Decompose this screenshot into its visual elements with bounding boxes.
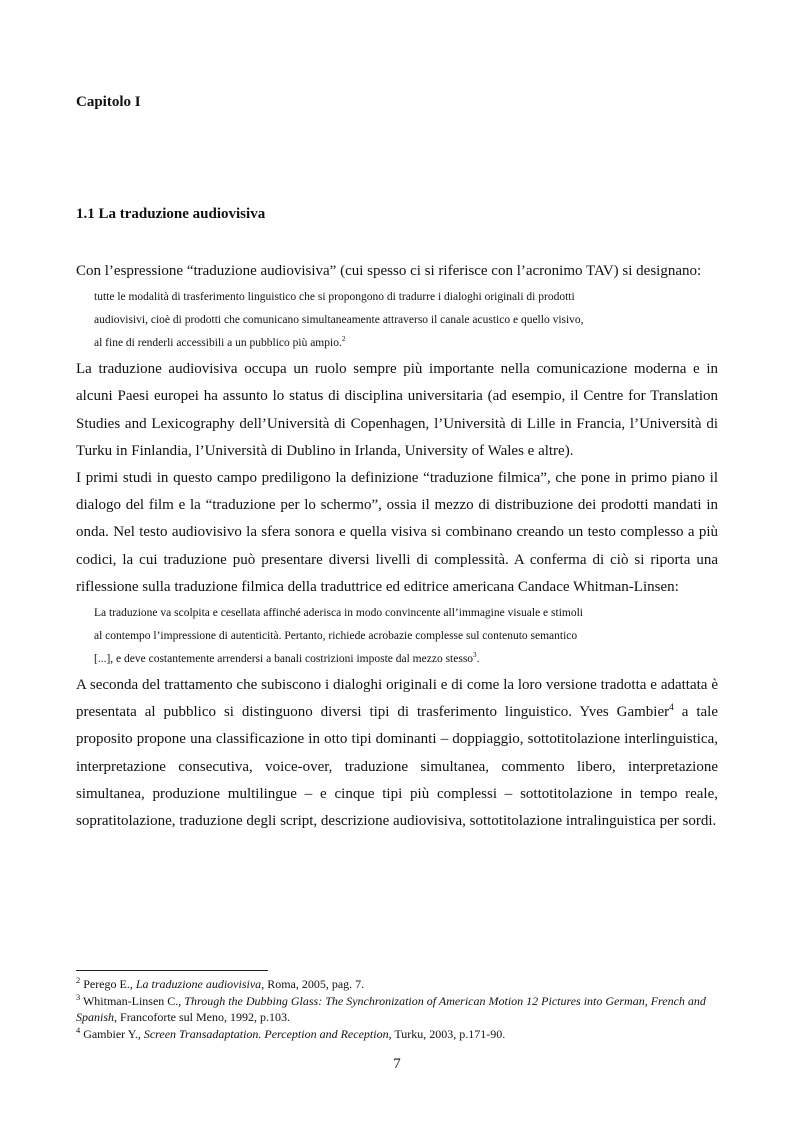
footnote-4: $^4$ Gambier Y., Screen Transadaptation. Perception and Reception, Turku, 2003, p.171-90.	[76, 1025, 506, 1041]
quote-line-last: [...], e deve costantemente arrendersi a banali costrizioni imposte dal mezzo stesso$^3$.	[94, 651, 480, 666]
quote-line: al contempo l’impressione di autenticità. Pertanto, richiede acrobazie complesse sul contenuto semantico	[94, 630, 578, 643]
footnote-separator	[76, 970, 268, 971]
footnotes	[76, 976, 726, 1042]
section-title: 1.1 La traduzione audiovisiva	[76, 206, 266, 222]
footnote-2: $^2$ Perego E., La traduzione audiovisiva, Roma, 2005, pag. 7.	[76, 976, 365, 991]
quote-line: La traduzione va scolpita e cesellata affinché aderisca in modo convincente all’immagine visuale e stimoli	[94, 607, 583, 620]
paragraph-2: La traduzione audiovisiva occupa un ruolo sempre più importante nella comunicazione moderna e in alcuni Paesi europei ha assunto lo status di disciplina universitaria (ad esempio, il Centre for Translation Studies and Lexicography dell’Università di Copenhagen, l’Università di Lille in Francia, l’Università di Turku in Finlandia, l’Università di Dublino in Irlanda, University of Wales e altre).	[76, 361, 718, 459]
paragraph-4: A seconda del trattamento che subiscono i dialoghi originali e di come la loro versione tradotta e adattata è presentata al pubblico si distinguono diversi tipi di trasferimento linguistico. Yves Gambier$^4$ a tale proposito propone una classificazione in otto tipi dominanti – doppiaggio, sottotitolazione interlinguistica, interpretazione consecutiva, voice-over, traduzione simultanea, commento libero, interpretazione simultanea, produzione multilingue – e cinque tipi più complessi – sottotitolazione in tempo reale, sopratitolazione, traduzione degli script, descrizione audiovisiva, sottotitolazione intralinguistica per sordi.	[76, 677, 718, 830]
footnote-ref-2: 2	[341, 335, 346, 344]
block-quote-1	[94, 286, 718, 355]
quote-line-last: al fine di renderli accessibili a un pubblico più ampio.$^2$	[94, 335, 346, 350]
quote-line: audiovisivi, cioè di prodotti che comunicano simultaneamente attraverso il canale acustico e quello visivo,	[94, 314, 584, 327]
footnote-ref-3: 3	[473, 651, 477, 660]
body-text	[76, 258, 718, 835]
footnote-ref-4: 4	[669, 703, 674, 714]
paragraph-1: Con l’espressione “traduzione audiovisiva” (cui spesso ci si riferisce con l’acronimo TAV) si designano:	[76, 263, 702, 279]
block-quote-2	[94, 602, 718, 671]
page-number: 7	[393, 1056, 401, 1072]
quote-line: tutte le modalità di trasferimento linguistico che si propongono di tradurre i dialoghi originali di prodotti	[94, 291, 575, 304]
chapter-title: Capitolo I	[76, 94, 141, 110]
paragraph-3: I primi studi in questo campo prediligono la definizione “traduzione filmica”, che pone in primo piano il dialogo del film e la “traduzione per lo schermo”, ossia il mezzo di distribuzione dei prodotti mandati in onda. Nel testo audiovisivo la sfera sonora e quella visiva si combinano creando un testo complesso a più codici, la cui traduzione può presentare diversi livelli di complessità. A conferma di ciò si riporta una riflessione sulla traduzione filmica della traduttrice ed editrice americana Candace Whitman-Linsen:	[76, 470, 718, 595]
footnote-3: $^3$ Whitman-Linsen C., Through the Dubbing Glass: The Synchronization of American Motion 12 Pictures into German, French and Spanish, Francoforte sul Meno, 1992, p.103.	[76, 992, 706, 1024]
